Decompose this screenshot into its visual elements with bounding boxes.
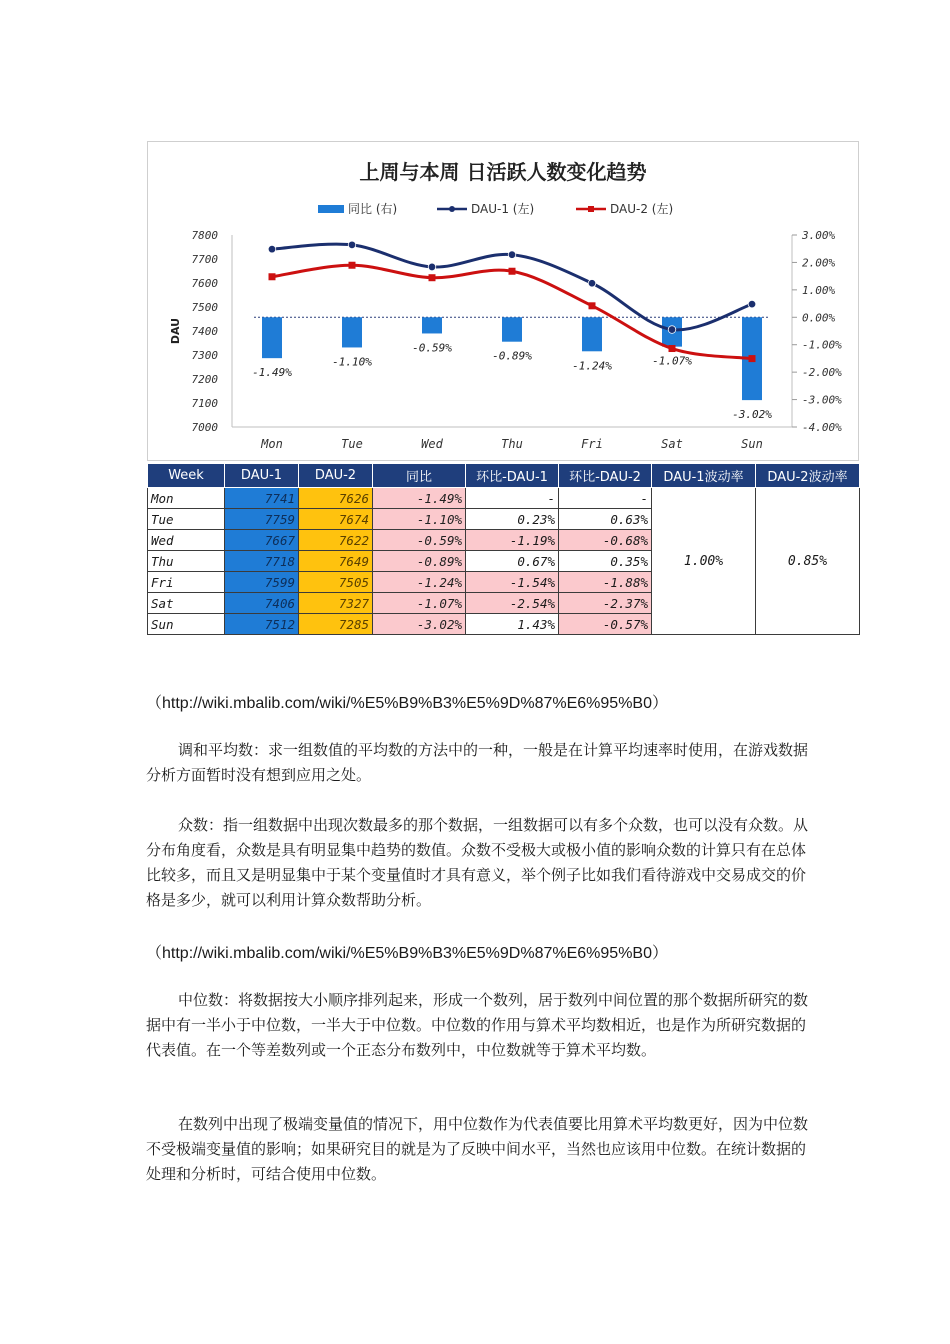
legend-label: 同比 (右): [348, 202, 398, 216]
x-tick-label: Wed: [421, 437, 443, 451]
paragraph-median-extreme: [146, 1112, 810, 1187]
y2-tick-label: -4.00%: [802, 421, 842, 434]
y2-tick-label: 3.00%: [802, 229, 836, 242]
bar-data-label: -1.49%: [252, 366, 292, 380]
cell-day: Sat: [148, 593, 225, 614]
yoy-bar: [262, 317, 282, 358]
dau2-point: [349, 262, 356, 269]
cell-yoy: -1.07%: [373, 593, 466, 614]
cell-dau1: 7512: [225, 614, 299, 635]
cell-yoy: -1.24%: [373, 572, 466, 593]
bar-data-label: -0.89%: [492, 349, 532, 363]
reference-url-1: （http://wiki.mbalib.com/wiki/%E5%B9%B3%E5%9D%87%E6%95%B0）: [146, 695, 669, 712]
y-axis-title: DAU: [169, 317, 182, 345]
y-tick-label: 7000: [191, 421, 218, 434]
dau1-point: [348, 241, 356, 249]
bar-data-label: -1.07%: [652, 354, 692, 368]
cell-dau1: 7718: [225, 551, 299, 572]
cell-dau1: 7406: [225, 593, 299, 614]
bar-data-label: -3.02%: [732, 408, 772, 422]
chart-frame: [147, 141, 859, 461]
dau2-point: [269, 273, 276, 280]
yoy-bar: [422, 317, 442, 333]
dau-chart: [148, 142, 858, 460]
cell-day: Fri: [148, 572, 225, 593]
cell-mom-dau2: 0.63%: [559, 509, 652, 530]
paragraph-mode: [146, 813, 810, 913]
cell-mom-dau2: -0.57%: [559, 614, 652, 635]
paragraph-text: 在数列中出现了极端变量值的情况下，用中位数作为代表值要比用算术平均数更好，因为中位数不受极端变量值的影响；如果研究目的就是为了反映中间水平，当然也应该用中位数。在统计数据的处理和分析时，可结合使用中位数。: [146, 1115, 809, 1183]
x-tick-label: Sat: [661, 437, 683, 451]
dau2-point: [589, 302, 596, 309]
y2-tick-label: 2.00%: [802, 256, 836, 270]
cell-yoy: -0.59%: [373, 530, 466, 551]
x-tick-label: Sun: [741, 437, 763, 451]
dau-table: [147, 463, 860, 635]
header-week: Week: [148, 464, 225, 488]
paragraph-harmonic-mean: [146, 738, 810, 788]
cell-day: Sun: [148, 614, 225, 635]
dau2-point: [669, 345, 676, 352]
cell-dau2: 7327: [299, 593, 373, 614]
y2-tick-label: 0.00%: [802, 311, 836, 325]
dau1-point: [508, 251, 516, 259]
table-header-row: [148, 464, 860, 488]
cell-dau2: 7626: [299, 488, 373, 509]
cell-yoy: -1.10%: [373, 509, 466, 530]
y-tick-label: 7600: [191, 277, 218, 290]
cell-mom-dau1: 0.67%: [466, 551, 559, 572]
y-tick-label: 7100: [191, 397, 218, 410]
yoy-bar: [342, 317, 362, 347]
cell-day: Wed: [148, 530, 225, 551]
bar-data-label: -1.10%: [332, 355, 372, 369]
paragraph-text: 众数：指一组数据中出现次数最多的那个数据，一组数据可以有多个众数，也可以没有众数。从分布角度看，众数是具有明显集中趋势的数值。众数不受极大或极小值的影响众数的计算只有在总体比较多，而且又是明显集中于某个变量值时才具有意义，举个例子比如我们看待游戏中交易成交的价格是多少，就可以利用计算众数帮助分析。: [146, 816, 809, 909]
header-dau2: DAU-2: [299, 464, 373, 488]
header-mom-dau2: 环比-DAU-2: [559, 464, 652, 488]
y-tick-label: 7500: [191, 301, 218, 314]
cell-mom-dau2: 0.35%: [559, 551, 652, 572]
x-tick-label: Fri: [581, 437, 603, 451]
legend-label: DAU-2 (左): [610, 202, 674, 216]
y-tick-label: 7400: [191, 325, 218, 338]
y2-tick-label: -3.00%: [802, 393, 842, 407]
cell-volatility-dau2: 0.85%: [756, 488, 860, 635]
chart-title: 上周与本周 日活跃人数变化趋势: [359, 160, 647, 184]
y-tick-label: 7700: [191, 253, 218, 266]
cell-mom-dau1: -1.19%: [466, 530, 559, 551]
cell-dau2: 7285: [299, 614, 373, 635]
legend-label: DAU-1 (左): [471, 202, 535, 216]
paragraph-text: 调和平均数：求一组数值的平均数的方法中的一种，一般是在计算平均速率时使用，在游戏数据分析方面暂时没有想到应用之处。: [146, 741, 809, 784]
y-tick-label: 7200: [191, 373, 218, 386]
cell-dau2: 7649: [299, 551, 373, 572]
reference-url-2: （http://wiki.mbalib.com/wiki/%E5%B9%B3%E5%9D%87%E6%95%B0）: [146, 945, 669, 962]
cell-yoy: -3.02%: [373, 614, 466, 635]
dau2-point: [509, 268, 516, 275]
dau1-point: [748, 300, 756, 308]
cell-dau2: 7622: [299, 530, 373, 551]
dau1-point: [428, 263, 436, 271]
dau1-point: [668, 326, 676, 334]
bar-data-label: -0.59%: [412, 341, 452, 355]
yoy-bar: [502, 317, 522, 341]
cell-yoy: -1.49%: [373, 488, 466, 509]
paragraph-text: 中位数：将数据按大小顺序排列起来，形成一个数列，居于数列中间位置的那个数据所研究的数据中有一半小于中位数，一半大于中位数。中位数的作用与算术平均数相近，也是作为所研究数据的代表值。在一个等差数列或一个正态分布数列中，中位数就等于算术平均数。: [146, 991, 809, 1059]
cell-volatility-dau1: 1.00%: [652, 488, 756, 635]
header-volatility-dau2: DAU-2波动率: [756, 464, 860, 488]
y2-tick-label: -2.00%: [802, 366, 842, 380]
cell-dau2: 7674: [299, 509, 373, 530]
yoy-bar: [582, 317, 602, 351]
x-tick-label: Thu: [501, 437, 523, 451]
cell-dau1: 7741: [225, 488, 299, 509]
cell-mom-dau2: -0.68%: [559, 530, 652, 551]
paragraph-median: [146, 988, 810, 1063]
x-tick-label: Tue: [341, 437, 363, 451]
y2-tick-label: 1.00%: [802, 283, 836, 297]
cell-mom-dau1: -: [466, 488, 559, 509]
cell-mom-dau1: -2.54%: [466, 593, 559, 614]
cell-dau1: 7667: [225, 530, 299, 551]
legend-marker: [449, 206, 455, 212]
y-tick-label: 7300: [191, 349, 218, 362]
header-mom-dau1: 环比-DAU-1: [466, 464, 559, 488]
table-row: [148, 488, 860, 509]
header-volatility-dau1: DAU-1波动率: [652, 464, 756, 488]
cell-dau2: 7505: [299, 572, 373, 593]
x-tick-label: Mon: [261, 437, 283, 451]
cell-day: Mon: [148, 488, 225, 509]
header-dau1: DAU-1: [225, 464, 299, 488]
legend-marker: [588, 206, 594, 212]
cell-day: Tue: [148, 509, 225, 530]
dau1-point: [588, 279, 596, 287]
dau2-point: [749, 355, 756, 362]
dau2-point: [429, 274, 436, 281]
cell-mom-dau1: 0.23%: [466, 509, 559, 530]
dau1-point: [268, 245, 276, 253]
cell-mom-dau2: -: [559, 488, 652, 509]
cell-mom-dau2: -1.88%: [559, 572, 652, 593]
cell-dau1: 7599: [225, 572, 299, 593]
y2-tick-label: -1.00%: [802, 338, 842, 352]
legend-swatch-yoy: [318, 205, 344, 213]
cell-day: Thu: [148, 551, 225, 572]
cell-mom-dau1: 1.43%: [466, 614, 559, 635]
cell-dau1: 7759: [225, 509, 299, 530]
cell-yoy: -0.89%: [373, 551, 466, 572]
header-yoy: 同比: [373, 464, 466, 488]
y-tick-label: 7800: [191, 229, 218, 242]
bar-data-label: -1.24%: [572, 359, 612, 373]
cell-mom-dau1: -1.54%: [466, 572, 559, 593]
cell-mom-dau2: -2.37%: [559, 593, 652, 614]
